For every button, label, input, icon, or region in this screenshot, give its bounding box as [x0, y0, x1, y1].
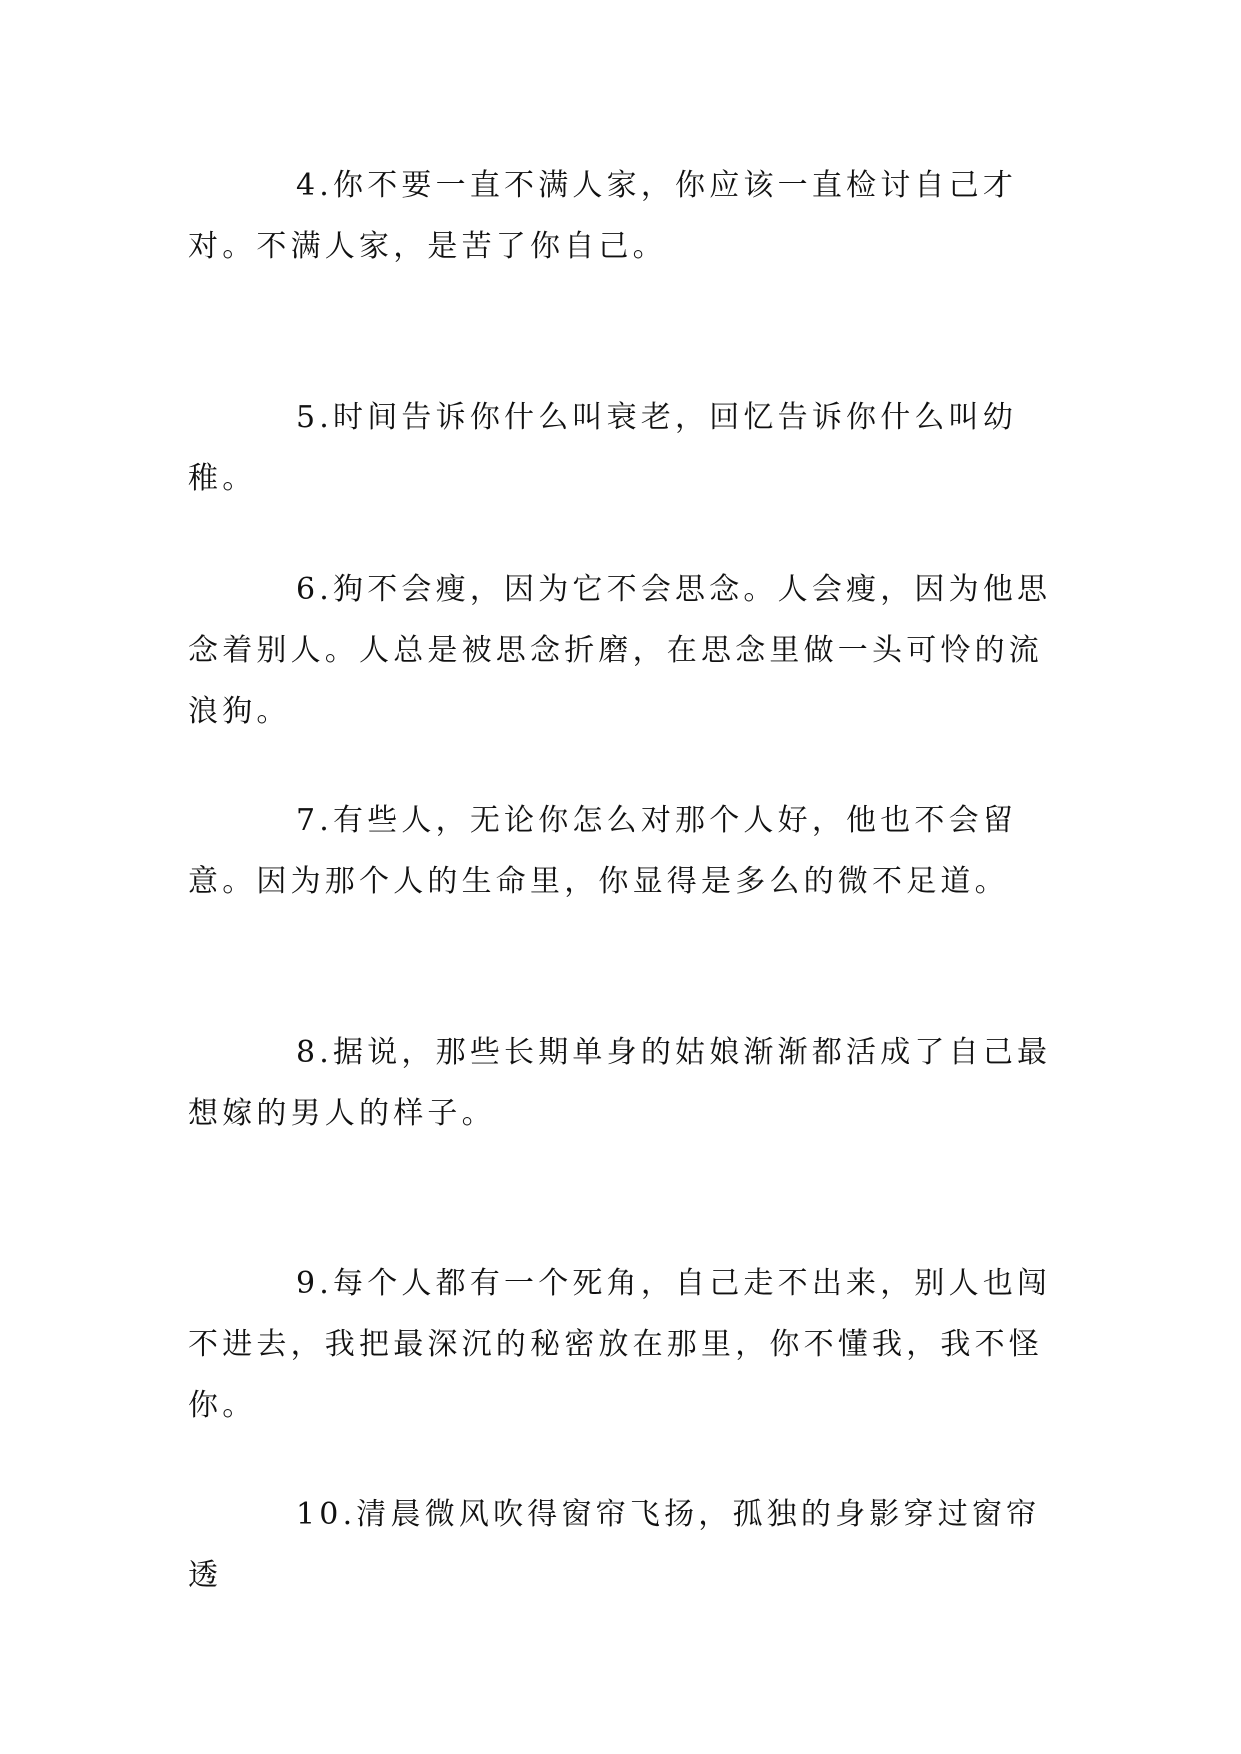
paragraph-5: 5.时间告诉你什么叫衰老，回忆告诉你什么叫幼稚。 [188, 400, 1018, 496]
paragraph-4: 4.你不要一直不满人家，你应该一直检讨自己才对。不满人家，是苦了你自己。 [188, 168, 1018, 264]
paragraph-8: 8.据说，那些长期单身的姑娘渐渐都活成了自己最想嫁的男人的样子。 [188, 1035, 1052, 1131]
paragraph-6: 6.狗不会瘦，因为它不会思念。人会瘦，因为他思念着别人。人总是被思念折磨，在思念里做一头可怜的流浪狗。 [188, 572, 1052, 729]
paragraph-10: 10.清晨微风吹得窗帘飞扬，孤独的身影穿过窗帘透 [188, 1497, 1041, 1593]
paragraph-9: 9.每个人都有一个死角，自己走不出来，别人也闯不进去，我把最深沉的秘密放在那里，你不懂我，我不怪你。 [188, 1266, 1052, 1423]
paragraph-7: 7.有些人，无论你怎么对那个人好，他也不会留意。因为那个人的生命里，你显得是多么的微不足道。 [188, 803, 1018, 899]
